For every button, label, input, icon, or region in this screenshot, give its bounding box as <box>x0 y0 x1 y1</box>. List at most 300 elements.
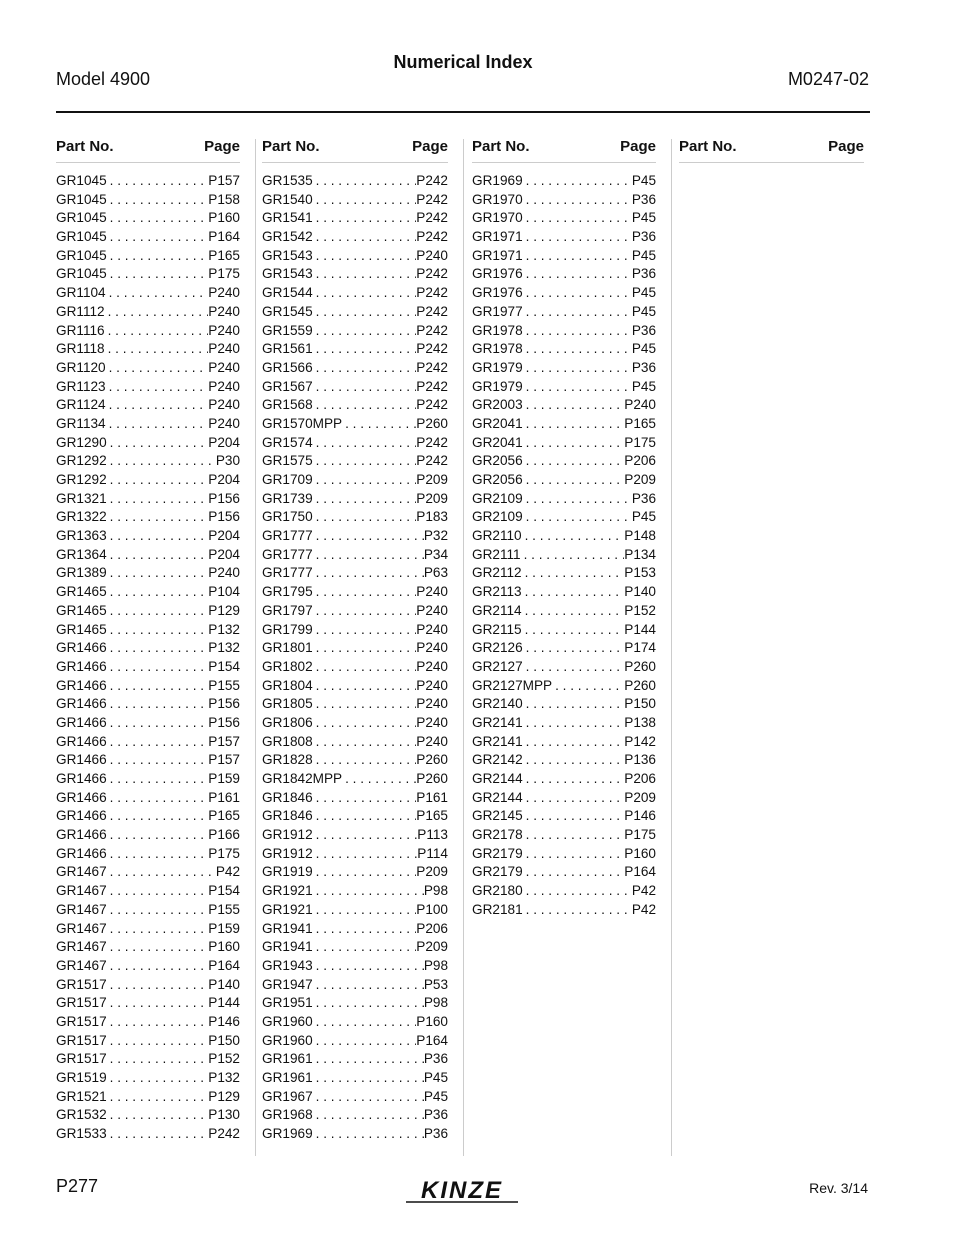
document-number: M0247-02 <box>787 69 869 89</box>
page-reference: P240 <box>416 584 448 600</box>
column-header <box>262 136 448 163</box>
part-number: GR1104 <box>56 285 106 301</box>
part-number: GR1979 <box>472 359 523 375</box>
dot-leader <box>107 864 216 879</box>
page-reference: P242 <box>416 303 448 319</box>
page-reference: P206 <box>416 920 448 936</box>
dot-leader <box>313 696 417 711</box>
index-entry <box>56 173 240 192</box>
page-heading: Page <box>204 138 240 155</box>
index-entry <box>262 958 448 977</box>
part-number: GR1466 <box>56 752 107 768</box>
column-divider <box>255 139 256 1156</box>
page-reference: P175 <box>208 266 240 282</box>
dot-leader <box>313 229 417 244</box>
dot-leader <box>523 902 632 917</box>
dot-leader <box>313 827 418 842</box>
page-reference: P36 <box>631 229 656 245</box>
page-reference: P144 <box>208 995 240 1011</box>
dot-leader <box>313 435 417 450</box>
part-number: GR1797 <box>262 602 313 618</box>
part-number: GR1799 <box>262 621 313 637</box>
page-reference: P209 <box>416 939 448 955</box>
part-number: GR2112 <box>472 565 522 581</box>
dot-leader <box>313 939 417 954</box>
index-entry <box>472 229 656 248</box>
dot-leader <box>313 1051 424 1066</box>
page-reference: P242 <box>416 453 448 469</box>
part-number: GR1045 <box>56 191 107 207</box>
part-number: GR1466 <box>56 808 107 824</box>
page-reference: P242 <box>416 266 448 282</box>
part-number: GR1540 <box>262 191 313 207</box>
index-entry <box>262 659 448 678</box>
index-entry <box>472 248 656 267</box>
index-entry <box>472 883 656 902</box>
dot-leader <box>313 1070 424 1085</box>
index-entry <box>262 285 448 304</box>
part-number: GR1545 <box>262 303 313 319</box>
part-number: GR1465 <box>56 621 107 637</box>
part-number: GR1532 <box>56 1107 107 1123</box>
index-entry <box>472 547 656 566</box>
index-entry <box>262 883 448 902</box>
index-entry <box>472 341 656 360</box>
page-reference: P161 <box>208 789 240 805</box>
part-number: GR1559 <box>262 322 313 338</box>
part-number: GR1842MPP <box>262 771 343 786</box>
page-reference: P206 <box>624 771 656 786</box>
dot-leader <box>313 883 424 898</box>
dot-leader <box>313 323 417 338</box>
page-reference: P104 <box>208 584 240 600</box>
page-reference: P45 <box>631 173 656 188</box>
dot-leader <box>107 752 209 767</box>
page-reference: P160 <box>624 845 656 861</box>
page-reference: P159 <box>208 771 240 786</box>
dot-leader <box>313 715 417 730</box>
page-reference: P165 <box>624 415 656 431</box>
dot-leader <box>313 734 417 749</box>
page-reference: P134 <box>624 546 656 562</box>
part-number: GR2126 <box>472 640 523 656</box>
part-number: GR1541 <box>262 210 313 226</box>
part-number: GR2144 <box>472 771 523 786</box>
part-number: GR1535 <box>262 173 313 188</box>
page-reference: P45 <box>423 1088 448 1104</box>
part-number: GR1466 <box>56 789 107 805</box>
index-entry <box>262 902 448 921</box>
dot-leader <box>313 622 417 637</box>
part-number: GR1467 <box>56 957 107 973</box>
dot-leader <box>107 939 209 954</box>
part-number: GR1960 <box>262 1032 313 1048</box>
index-entry <box>472 453 656 472</box>
page-reference: P157 <box>208 752 240 768</box>
page-reference: P183 <box>416 509 448 525</box>
index-entry <box>262 528 448 547</box>
dot-leader <box>107 266 209 281</box>
index-entry <box>262 192 448 211</box>
index-entry <box>56 248 240 267</box>
dot-leader <box>313 678 417 693</box>
page-reference: P204 <box>208 434 240 450</box>
dot-leader <box>313 528 424 543</box>
dot-leader <box>313 752 417 767</box>
dot-leader <box>522 528 625 543</box>
page-reference: P160 <box>208 210 240 226</box>
dot-leader <box>313 584 417 599</box>
dot-leader <box>523 509 632 524</box>
index-entry <box>56 902 240 921</box>
dot-leader <box>523 640 625 655</box>
page-reference: P140 <box>208 976 240 992</box>
part-number: GR1465 <box>56 584 107 600</box>
page-reference: P156 <box>208 696 240 712</box>
index-entry <box>472 846 656 865</box>
part-no-heading: Part No. <box>56 138 114 155</box>
index-entry <box>262 977 448 996</box>
dot-leader <box>523 790 625 805</box>
part-number: GR1912 <box>262 827 313 843</box>
part-number: GR1921 <box>262 883 313 899</box>
dot-leader <box>313 266 417 281</box>
dot-leader <box>107 827 209 842</box>
dot-leader <box>313 565 424 580</box>
index-entry <box>262 360 448 379</box>
page-reference: P45 <box>631 509 656 525</box>
part-number: GR1467 <box>56 920 107 936</box>
page-reference: P150 <box>208 1032 240 1048</box>
dot-leader <box>523 397 625 412</box>
dot-leader <box>107 1089 209 1104</box>
dot-leader <box>105 341 209 356</box>
dot-leader <box>107 846 209 861</box>
index-entry <box>262 323 448 342</box>
index-entry <box>56 229 240 248</box>
page-reference: P36 <box>631 359 656 375</box>
page-reference: P36 <box>631 490 656 506</box>
dot-leader <box>313 1014 417 1029</box>
page-reference: P174 <box>624 640 656 656</box>
part-number: GR2144 <box>472 789 523 805</box>
dot-leader <box>313 397 417 412</box>
part-number: GR1943 <box>262 957 313 973</box>
index-entry <box>472 864 656 883</box>
page-reference: P34 <box>423 546 448 562</box>
part-number: GR1544 <box>262 285 313 301</box>
index-entry <box>262 846 448 865</box>
page-reference: P136 <box>624 752 656 768</box>
index-entry <box>262 1033 448 1052</box>
model-name: Model 4900 <box>56 69 151 89</box>
part-number: GR2179 <box>472 845 523 861</box>
dot-leader <box>523 285 632 300</box>
index-entry <box>262 565 448 584</box>
dot-leader <box>107 210 209 225</box>
page-reference: P45 <box>631 341 656 357</box>
index-entry <box>262 491 448 510</box>
dot-leader <box>313 379 417 394</box>
dot-leader <box>313 640 417 655</box>
index-entry <box>56 846 240 865</box>
page-reference: P240 <box>208 397 240 413</box>
page-reference: P242 <box>416 322 448 338</box>
page-reference: P45 <box>631 303 656 319</box>
dot-leader <box>107 603 209 618</box>
dot-leader <box>107 659 209 674</box>
part-no-heading: Part No. <box>679 138 737 155</box>
dot-leader <box>313 285 417 300</box>
index-entry <box>262 808 448 827</box>
dot-leader <box>522 622 625 637</box>
part-number: GR1976 <box>472 285 523 301</box>
part-number: GR1517 <box>56 995 107 1011</box>
index-entry <box>262 734 448 753</box>
part-number: GR1969 <box>262 1126 313 1142</box>
part-number: GR2109 <box>472 490 523 506</box>
column-header <box>679 136 864 163</box>
page-reference: P240 <box>416 602 448 618</box>
dot-leader <box>523 453 625 468</box>
part-number: GR1112 <box>56 303 105 319</box>
dot-leader <box>107 808 209 823</box>
part-number: GR1575 <box>262 453 313 469</box>
page-reference: P209 <box>416 472 448 487</box>
dot-leader <box>313 1033 417 1048</box>
index-entry <box>262 453 448 472</box>
page-reference: P114 <box>417 845 448 861</box>
index-entry <box>262 827 448 846</box>
index-entry <box>472 266 656 285</box>
dot-leader <box>523 715 625 730</box>
page-reference: P148 <box>624 528 656 544</box>
part-number: GR1467 <box>56 864 107 880</box>
dot-leader <box>107 547 209 562</box>
dot-leader <box>107 921 209 936</box>
dot-leader <box>313 995 424 1010</box>
index-entry <box>56 1051 240 1070</box>
part-number: GR1806 <box>262 714 313 730</box>
page-reference: P45 <box>631 285 656 301</box>
dot-leader <box>313 1126 424 1141</box>
part-number: GR1808 <box>262 733 313 749</box>
page-title: Numerical Index <box>393 52 533 72</box>
part-number: GR2180 <box>472 883 523 899</box>
part-number: GR1045 <box>56 210 107 226</box>
index-entry <box>472 285 656 304</box>
dot-leader <box>107 977 209 992</box>
part-number: GR1795 <box>262 584 313 600</box>
part-number: GR1321 <box>56 490 107 506</box>
page-reference: P152 <box>624 602 656 618</box>
part-number: GR2056 <box>472 453 523 469</box>
index-column-3 <box>472 136 656 921</box>
index-entry <box>56 1070 240 1089</box>
part-number: GR1292 <box>56 472 107 487</box>
page-reference: P165 <box>416 808 448 824</box>
part-number: GR1570MPP <box>262 415 343 431</box>
page-reference: P36 <box>631 322 656 338</box>
page-reference: P204 <box>208 472 240 487</box>
page-reference: P242 <box>416 397 448 413</box>
dot-leader <box>107 1107 209 1122</box>
page-reference: P260 <box>624 677 656 693</box>
part-number: GR1543 <box>262 247 313 263</box>
part-number: GR2178 <box>472 827 523 843</box>
index-entry <box>472 622 656 641</box>
page-reference: P260 <box>416 415 448 431</box>
index-entry <box>56 883 240 902</box>
page-reference: P45 <box>631 247 656 263</box>
part-number: GR1466 <box>56 640 107 656</box>
page-reference: P165 <box>208 247 240 263</box>
part-number: GR2127MPP <box>472 677 553 693</box>
part-number: GR1828 <box>262 752 313 768</box>
dot-leader <box>522 584 625 599</box>
page-reference: P98 <box>423 995 448 1011</box>
part-number: GR1971 <box>472 229 523 245</box>
dot-leader <box>105 323 209 338</box>
page-reference: P98 <box>423 883 448 899</box>
kinze-logo <box>402 1176 522 1204</box>
dot-leader <box>313 921 417 936</box>
dot-leader <box>106 416 209 431</box>
part-number: GR1045 <box>56 229 107 245</box>
dot-leader <box>313 248 417 263</box>
part-number: GR1802 <box>262 658 313 674</box>
column-divider <box>463 139 464 1156</box>
dot-leader <box>523 435 625 450</box>
page-reference: P240 <box>208 341 240 357</box>
index-column-2 <box>262 136 448 1145</box>
entry-list <box>472 173 656 921</box>
index-entry <box>262 1070 448 1089</box>
page-reference: P204 <box>208 528 240 544</box>
index-entry <box>262 790 448 809</box>
part-number: GR1971 <box>472 247 523 263</box>
part-number: GR1961 <box>262 1070 313 1085</box>
part-number: GR1801 <box>262 640 313 656</box>
page-reference: P140 <box>624 584 656 600</box>
part-number: GR1045 <box>56 247 107 263</box>
part-number: GR2141 <box>472 733 523 749</box>
dot-leader <box>107 1051 209 1066</box>
index-entry <box>472 323 656 342</box>
page-reference: P154 <box>208 883 240 899</box>
dot-leader <box>107 491 209 506</box>
part-number: GR1116 <box>56 322 105 338</box>
dot-leader <box>313 547 424 562</box>
page-reference: P42 <box>215 864 240 880</box>
page-reference: P242 <box>416 341 448 357</box>
dot-leader <box>107 509 209 524</box>
part-number: GR1739 <box>262 490 313 506</box>
page-reference: P129 <box>208 602 240 618</box>
dot-leader <box>107 958 209 973</box>
index-entry <box>56 192 240 211</box>
column-header <box>472 136 656 163</box>
index-entry <box>56 1107 240 1126</box>
page-reference: P146 <box>624 808 656 824</box>
part-number: GR1805 <box>262 696 313 712</box>
index-entry <box>56 752 240 771</box>
dot-leader <box>313 491 417 506</box>
page-reference: P240 <box>624 397 656 413</box>
dot-leader <box>313 453 417 468</box>
dot-leader <box>523 864 625 879</box>
index-entry <box>56 696 240 715</box>
part-number: GR2110 <box>472 528 522 544</box>
page-reference: P166 <box>208 827 240 843</box>
part-number: GR1977 <box>472 303 523 319</box>
page-number: P277 <box>56 1176 99 1196</box>
dot-leader <box>313 173 417 188</box>
dot-leader <box>342 771 416 786</box>
page-reference: P260 <box>624 658 656 674</box>
page-reference: P240 <box>416 733 448 749</box>
dot-leader <box>106 379 209 394</box>
index-entry <box>56 285 240 304</box>
part-number: GR1970 <box>472 210 523 226</box>
part-number: GR1574 <box>262 434 313 450</box>
index-entry <box>262 547 448 566</box>
dot-leader <box>107 584 209 599</box>
part-number: GR1123 <box>56 378 106 394</box>
page-reference: P30 <box>215 453 240 469</box>
dot-leader <box>107 883 209 898</box>
part-number: GR1979 <box>472 378 523 394</box>
index-entry <box>56 509 240 528</box>
index-entry <box>472 790 656 809</box>
index-entry <box>56 715 240 734</box>
index-entry <box>262 509 448 528</box>
index-entry <box>56 379 240 398</box>
page-reference: P240 <box>416 247 448 263</box>
page-reference: P175 <box>208 845 240 861</box>
part-number: GR2109 <box>472 509 523 525</box>
entry-list <box>56 173 240 1145</box>
page-reference: P138 <box>624 714 656 730</box>
page-reference: P53 <box>423 976 448 992</box>
index-entry <box>262 921 448 940</box>
dot-leader <box>523 248 632 263</box>
index-entry <box>472 491 656 510</box>
page-reference: P130 <box>208 1107 240 1123</box>
index-entry <box>472 173 656 192</box>
page-reference: P240 <box>208 415 240 431</box>
dot-leader <box>523 491 632 506</box>
part-number: GR1467 <box>56 901 107 917</box>
entry-list <box>262 173 448 1145</box>
page-reference: P240 <box>416 714 448 730</box>
dot-leader <box>107 528 209 543</box>
index-entry <box>472 752 656 771</box>
part-number: GR1466 <box>56 771 107 786</box>
part-number: GR2145 <box>472 808 523 824</box>
dot-leader <box>521 547 625 562</box>
part-number: GR1568 <box>262 397 313 413</box>
page-reference: P36 <box>423 1126 448 1142</box>
part-number: GR1364 <box>56 546 107 562</box>
page-reference: P45 <box>631 210 656 226</box>
index-entry <box>472 210 656 229</box>
index-entry <box>262 1107 448 1126</box>
page-heading: Page <box>620 138 656 155</box>
index-entry <box>56 921 240 940</box>
index-entry <box>472 715 656 734</box>
dot-leader <box>107 453 216 468</box>
